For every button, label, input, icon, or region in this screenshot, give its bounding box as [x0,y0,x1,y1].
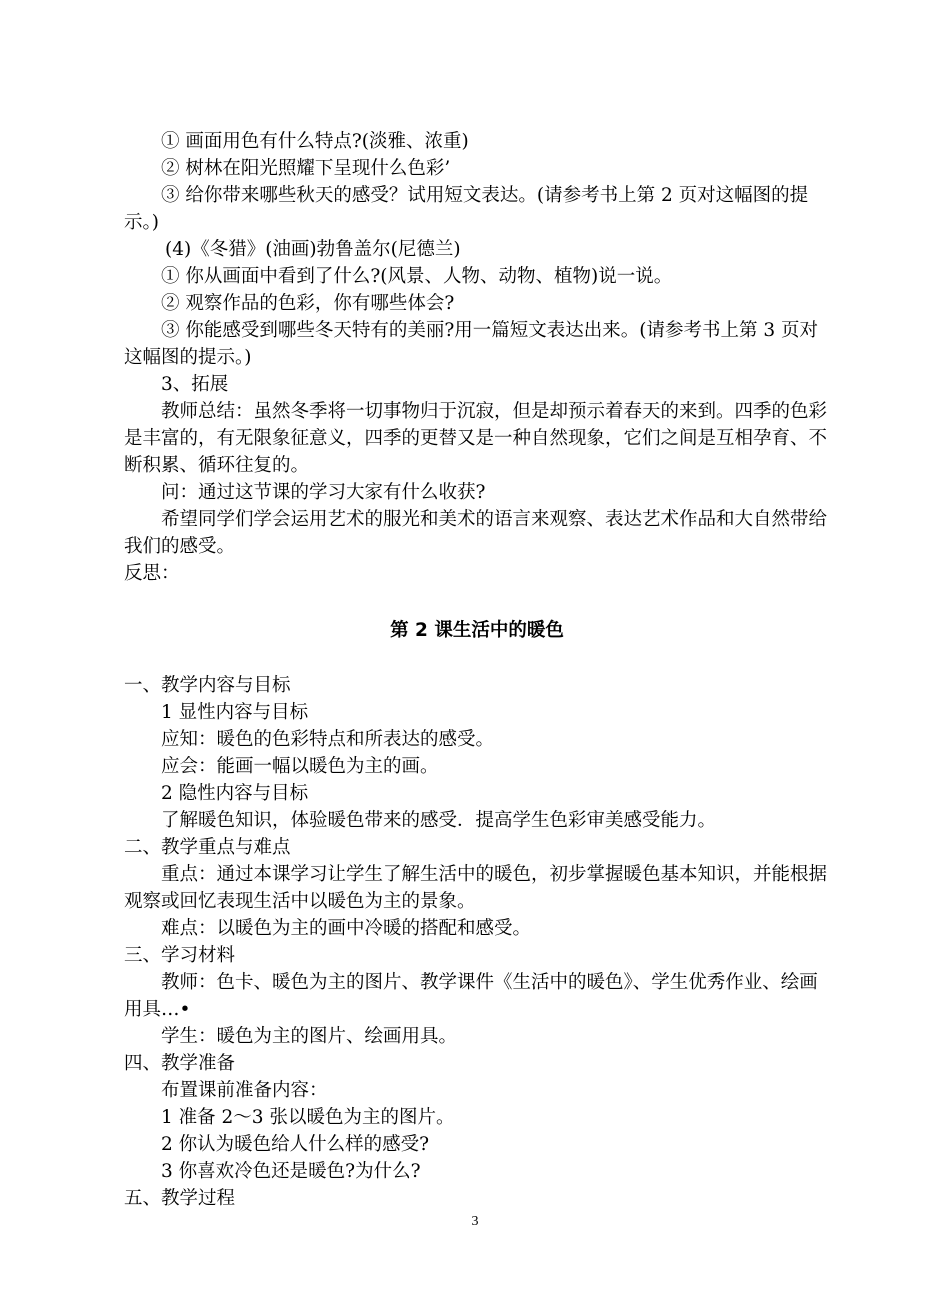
content-line: 布置课前准备内容： [161,1080,328,1101]
content-line: 教师：色卡、暖色为主的图片、教学课件《生活中的暖色》、学生优秀作业、绘画用具…• [124,972,818,1020]
artwork-title: (4)《冬猎》(油画)勃鲁盖尔(尼德兰) [165,239,461,260]
question-line: ① 你从画面中看到了什么?(风景、人物、动物、植物)说一说。 [161,266,673,287]
section-title: 四、教学准备 [124,1053,236,1074]
content-line: 学生：暖色为主的图片、绘画用具。 [161,1026,458,1047]
page-number: 3 [471,1214,479,1229]
lesson-heading: 第 2 课生活中的暖色 [390,620,564,641]
content-line: 了解暖色知识，体验暖色带来的感受．提高学生色彩审美感受能力。 [161,810,717,831]
question-line: ② 观察作品的色彩，你有哪些体会? [161,293,455,314]
content-line: 3 你喜欢冷色还是暖色?为什么? [161,1161,421,1182]
subsection-title: 2 隐性内容与目标 [161,783,309,804]
question-line: ① 画面用色有什么特点?(淡雅、浓重) [161,131,469,152]
section-title: 二、教学重点与难点 [124,837,291,858]
section-title: 五、教学过程 [124,1188,236,1209]
question-line: 问：通过这节课的学习大家有什么收获? [161,482,486,503]
subsection-title: 1 显性内容与目标 [161,702,309,723]
teacher-summary: 教师总结：虽然冬季将一切事物归于沉寂，但是却预示着春天的来到。四季的色彩是丰富的，有无限象征意义，四季的更替又是一种自然现象，它们之间是互相孕育、不断积累、循环往复的。 [124,401,828,476]
section-title: 一、教学内容与目标 [124,675,291,696]
content-line: 应知：暖色的色彩特点和所表达的感受。 [161,729,495,750]
content-line: 1 准备 2～3 张以暖色为主的图片。 [161,1107,455,1128]
reflection-label: 反思： [124,563,180,584]
content-line: 应会：能画一幅以暖色为主的画。 [161,756,439,777]
content-line: 重点：通过本课学习让学生了解生活中的暖色，初步掌握暖色基本知识，并能根据观察或回忆表现生活中以暖色为主的景象。 [124,864,828,912]
question-line: ③ 你能感受到哪些冬天特有的美丽?用一篇短文表达出来。(请参考书上第 3 页对这幅图的提示。) [124,320,819,368]
document-body [124,128,830,1212]
section-label: 3、拓展 [161,374,229,395]
content-line: 2 你认为暖色给人什么样的感受? [161,1134,430,1155]
closing-paragraph: 希望同学们学会运用艺术的服光和美术的语言来观察、表达艺术作品和大自然带给我们的感受。 [124,509,828,557]
section-title: 三、学习材料 [124,945,236,966]
question-line: ③ 给你带来哪些秋天的感受？试用短文表达。(请参考书上第 2 页对这幅图的提示。) [124,185,809,233]
content-line: 难点：以暖色为主的画中冷暖的搭配和感受。 [161,918,532,939]
question-line: ② 树林在阳光照耀下呈现什么色彩’ [161,158,451,179]
